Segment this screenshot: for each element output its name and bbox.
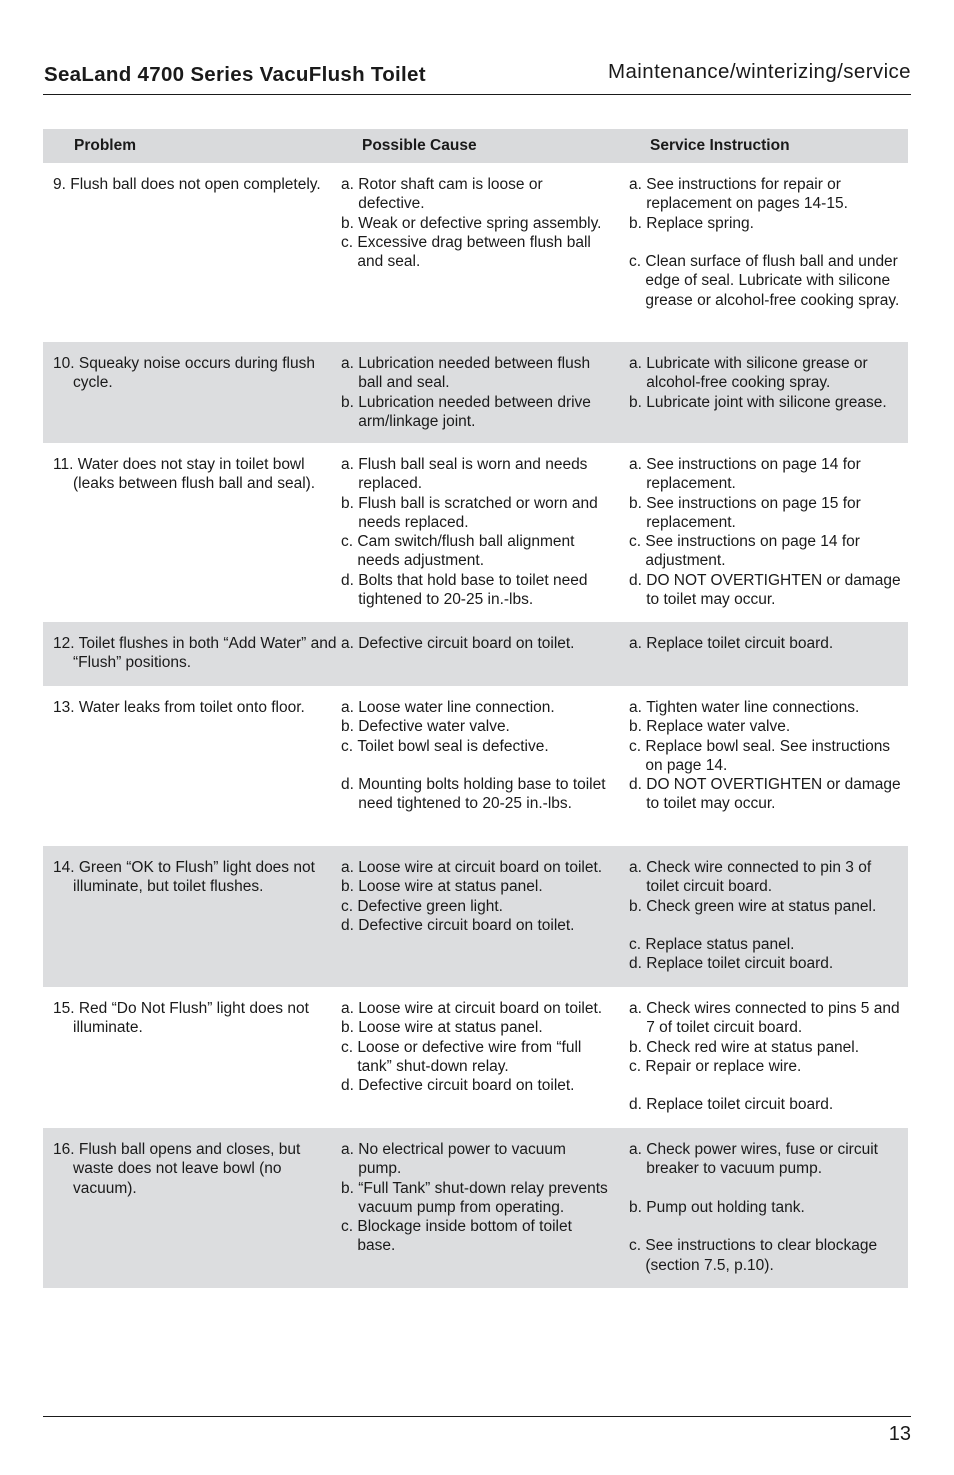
item-letter: d.: [629, 571, 642, 589]
item-letter: b.: [629, 214, 642, 232]
item-letter: b.: [341, 878, 354, 896]
item-text: Loose or defective wire from “full tank” shut-down relay.: [357, 1038, 582, 1075]
item-text: Blockage inside bottom of toilet base.: [357, 1218, 572, 1255]
item-text: DO NOT OVERTIGHTEN or damage to toilet may occur.: [646, 776, 901, 813]
item-text: Replace status panel.: [645, 936, 795, 954]
possible-cause-item: [341, 999, 609, 1018]
table-row: [43, 163, 908, 342]
item-letter: a.: [629, 176, 642, 193]
item-letter: a.: [629, 355, 642, 372]
item-letter: c.: [629, 936, 642, 954]
column-header-problem: Problem: [74, 137, 137, 154]
table-row: [43, 987, 908, 1128]
service-instruction-item: [629, 252, 904, 310]
service-instruction-item: [629, 494, 904, 533]
item-text: DO NOT OVERTIGHTEN or damage to toilet may occur.: [646, 571, 901, 609]
item-text: Toilet bowl seal is defective.: [357, 737, 549, 755]
item-text: Replace toilet circuit board.: [646, 1096, 834, 1114]
possible-cause-item: [341, 858, 609, 877]
service-instruction-item: [629, 532, 904, 571]
item-text: Replace spring.: [646, 214, 754, 232]
item-letter: a.: [629, 1141, 642, 1158]
item-letter: d.: [341, 1077, 354, 1095]
item-text: Loose wire at status panel.: [358, 878, 543, 896]
item-text: No electrical power to vacuum pump.: [358, 1141, 566, 1178]
item-text: See instructions on page 14 for replacement.: [646, 456, 861, 493]
table-row: [43, 686, 908, 846]
service-instruction-cell: [629, 698, 904, 814]
possible-cause-item: [341, 1018, 609, 1037]
item-text: Defective circuit board on toilet.: [358, 635, 575, 652]
item-letter: b.: [341, 214, 354, 232]
possible-cause-item: [341, 916, 609, 935]
item-text: Lubrication needed between drive arm/linkage joint.: [358, 393, 591, 430]
service-instruction-cell: [629, 999, 904, 1115]
table-row: [43, 342, 908, 443]
header-rule: [43, 94, 911, 95]
service-instruction-item: [629, 775, 904, 814]
possible-cause-item: [341, 175, 609, 214]
service-instruction-item: [629, 1057, 904, 1076]
item-text: Pump out holding tank.: [646, 1198, 805, 1216]
item-letter: b.: [341, 494, 354, 512]
possible-cause-item: [341, 494, 609, 533]
item-text: Flush ball is scratched or worn and needs replaced.: [358, 494, 598, 531]
item-letter: c.: [629, 1057, 642, 1075]
table-row: [43, 1128, 908, 1288]
item-letter: a.: [629, 456, 642, 473]
item-text: Check power wires, fuse or circuit breaker to vacuum pump.: [646, 1141, 878, 1178]
service-instruction-item: [629, 737, 904, 776]
possible-cause-item: [341, 877, 609, 896]
item-letter: b.: [629, 494, 642, 512]
item-letter: a.: [341, 699, 354, 716]
document-title: SeaLand 4700 Series VacuFlush Toilet: [44, 63, 426, 86]
item-letter: d.: [341, 776, 354, 794]
item-letter: c.: [341, 1218, 354, 1236]
item-letter: a.: [341, 176, 354, 193]
item-text: See instructions on page 14 for adjustment.: [645, 533, 860, 570]
item-letter: b.: [629, 1198, 642, 1216]
item-letter: b.: [629, 897, 642, 915]
column-header-service-instruction: Service Instruction: [650, 137, 790, 154]
service-instruction-item: [629, 717, 904, 736]
item-letter: a.: [341, 1141, 354, 1158]
item-letter: a.: [341, 355, 354, 372]
troubleshooting-table: [43, 129, 908, 1288]
item-text: Mounting bolts holding base to toilet need tightened to 20-25 in.-lbs.: [358, 776, 606, 813]
possible-cause-item: [341, 532, 609, 571]
item-text: Cam switch/flush ball alignment needs adjustment.: [357, 533, 575, 570]
possible-cause-item: [341, 214, 609, 233]
item-text: Lubricate joint with silicone grease.: [646, 393, 887, 411]
item-text: Tighten water line connections.: [646, 699, 860, 716]
possible-cause-item: [341, 455, 609, 494]
problem-cell: 10. Squeaky noise occurs during flush cycle.: [53, 355, 315, 392]
service-instruction-item: [629, 858, 904, 897]
item-text: Check wires connected to pins 5 and 7 of toilet circuit board.: [646, 1000, 900, 1037]
item-text: Replace water valve.: [646, 718, 791, 736]
item-text: Replace bowl seal. See instructions on page 14.: [645, 737, 891, 774]
item-text: Replace toilet circuit board.: [646, 955, 834, 973]
problem-cell: 14. Green “OK to Flush” light does not illuminate, but toilet flushes.: [53, 859, 315, 896]
item-letter: b.: [341, 1019, 354, 1037]
table-row: [43, 622, 908, 686]
service-instruction-item: [629, 897, 904, 916]
service-instruction-cell: [629, 858, 904, 974]
item-letter: a.: [341, 456, 354, 473]
possible-cause-item: [341, 775, 609, 814]
item-letter: c.: [629, 1237, 642, 1255]
item-text: Clean surface of flush ball and under edge of seal. Lubricate with silicone grease or alcohol-free cooking spray.: [645, 253, 900, 309]
possible-cause-cell: [341, 455, 609, 609]
section-title: Maintenance/winterizing/service: [608, 60, 911, 83]
service-instruction-item: [629, 1038, 904, 1057]
possible-cause-cell: [341, 634, 609, 653]
item-letter: c.: [629, 533, 642, 551]
service-instruction-item: [629, 571, 904, 610]
item-text: Lubrication needed between flush ball and seal.: [358, 355, 591, 392]
item-letter: b.: [629, 1038, 642, 1056]
item-text: Rotor shaft cam is loose or defective.: [358, 176, 543, 213]
item-letter: c.: [629, 253, 642, 271]
item-text: Loose wire at circuit board on toilet.: [358, 1000, 603, 1017]
service-instruction-cell: [629, 1140, 904, 1275]
service-instruction-item: [629, 1140, 904, 1179]
possible-cause-cell: [341, 858, 609, 935]
item-text: Loose wire at status panel.: [358, 1019, 543, 1037]
item-letter: c.: [341, 897, 354, 915]
item-text: See instructions on page 15 for replacement.: [646, 494, 861, 531]
item-letter: b.: [629, 718, 642, 736]
problem-cell: 11. Water does not stay in toilet bowl (leaks between flush ball and seal).: [53, 456, 316, 493]
item-letter: d.: [629, 776, 642, 794]
item-letter: c.: [629, 737, 642, 755]
table-row: [43, 846, 908, 987]
service-instruction-item: [629, 455, 904, 494]
possible-cause-item: [341, 897, 609, 916]
footer-rule: [43, 1416, 911, 1417]
item-letter: b.: [341, 718, 354, 736]
item-text: Lubricate with silicone grease or alcohol-free cooking spray.: [646, 355, 868, 392]
possible-cause-cell: [341, 698, 609, 814]
service-instruction-item: [629, 954, 904, 973]
service-instruction-cell: [629, 634, 904, 653]
item-letter: a.: [629, 635, 642, 652]
service-instruction-item: [629, 1236, 904, 1275]
item-letter: c.: [341, 533, 354, 551]
item-text: Defective circuit board on toilet.: [358, 1077, 575, 1095]
item-text: Check red wire at status panel.: [646, 1038, 860, 1056]
item-text: Bolts that hold base to toilet need tightened to 20-25 in.-lbs.: [358, 571, 588, 609]
service-instruction-item: [629, 634, 904, 653]
service-instruction-item: [629, 214, 904, 233]
possible-cause-item: [341, 634, 609, 653]
item-letter: a.: [341, 859, 354, 876]
item-letter: c.: [341, 737, 354, 755]
service-instruction-item: [629, 354, 904, 393]
problem-cell: 13. Water leaks from toilet onto floor.: [53, 699, 305, 716]
item-letter: d.: [341, 916, 354, 934]
problem-cell: 12. Toilet flushes in both “Add Water” and “Flush” positions.: [53, 635, 337, 672]
item-text: Replace toilet circuit board.: [646, 635, 834, 652]
service-instruction-item: [629, 1198, 904, 1217]
item-letter: d.: [629, 955, 642, 973]
possible-cause-item: [341, 354, 609, 393]
item-letter: b.: [341, 393, 354, 411]
service-instruction-item: [629, 393, 904, 412]
item-text: Weak or defective spring assembly.: [358, 214, 602, 232]
item-text: “Full Tank” shut-down relay prevents vacuum pump from operating.: [358, 1179, 608, 1216]
service-instruction-item: [629, 935, 904, 954]
possible-cause-cell: [341, 999, 609, 1095]
item-letter: a.: [341, 1000, 354, 1017]
possible-cause-item: [341, 698, 609, 717]
column-header-possible-cause: Possible Cause: [362, 137, 477, 154]
possible-cause-cell: [341, 175, 609, 271]
item-letter: d.: [341, 571, 354, 589]
item-text: Defective green light.: [357, 897, 503, 915]
possible-cause-cell: [341, 354, 609, 431]
service-instruction-cell: [629, 455, 904, 609]
item-text: Defective water valve.: [358, 718, 510, 736]
item-text: Loose water line connection.: [358, 699, 555, 716]
possible-cause-item: [341, 393, 609, 432]
item-text: Flush ball seal is worn and needs replaced.: [358, 456, 588, 493]
possible-cause-item: [341, 1179, 609, 1218]
service-instruction-cell: [629, 354, 904, 412]
possible-cause-item: [341, 1076, 609, 1095]
service-instruction-item: [629, 175, 904, 214]
possible-cause-item: [341, 1217, 609, 1256]
service-instruction-item: [629, 698, 904, 717]
possible-cause-item: [341, 571, 609, 610]
table-row: [43, 443, 908, 622]
service-instruction-cell: [629, 175, 904, 310]
service-instruction-item: [629, 999, 904, 1038]
item-text: Check green wire at status panel.: [646, 897, 877, 915]
item-letter: d.: [629, 1096, 642, 1114]
item-text: See instructions to clear blockage (section 7.5, p.10).: [645, 1237, 878, 1274]
item-letter: a.: [629, 1000, 642, 1017]
problem-cell: 16. Flush ball opens and closes, but waste does not leave bowl (no vacuum).: [53, 1141, 301, 1197]
item-text: Defective circuit board on toilet.: [358, 916, 575, 934]
possible-cause-item: [341, 1038, 609, 1077]
problem-cell: 9. Flush ball does not open completely.: [53, 176, 321, 193]
item-text: See instructions for repair or replacement on pages 14-15.: [646, 176, 848, 213]
item-letter: c.: [341, 1038, 354, 1056]
item-text: Repair or replace wire.: [645, 1057, 802, 1075]
table-header: [43, 129, 908, 163]
item-letter: a.: [629, 859, 642, 876]
item-letter: c.: [341, 233, 354, 251]
item-letter: b.: [629, 393, 642, 411]
item-text: Excessive drag between flush ball and seal.: [357, 233, 591, 271]
item-text: Check wire connected to pin 3 of toilet circuit board.: [646, 859, 872, 896]
problem-cell: 15. Red “Do Not Flush” light does not illuminate.: [53, 1000, 309, 1037]
possible-cause-item: [341, 737, 609, 756]
possible-cause-item: [341, 233, 609, 272]
page-number: 13: [888, 1423, 911, 1445]
item-letter: a.: [341, 635, 354, 652]
item-text: Loose wire at circuit board on toilet.: [358, 859, 603, 876]
item-letter: b.: [341, 1179, 354, 1197]
item-letter: a.: [629, 699, 642, 716]
possible-cause-item: [341, 717, 609, 736]
possible-cause-item: [341, 1140, 609, 1179]
possible-cause-cell: [341, 1140, 609, 1256]
service-instruction-item: [629, 1095, 904, 1114]
